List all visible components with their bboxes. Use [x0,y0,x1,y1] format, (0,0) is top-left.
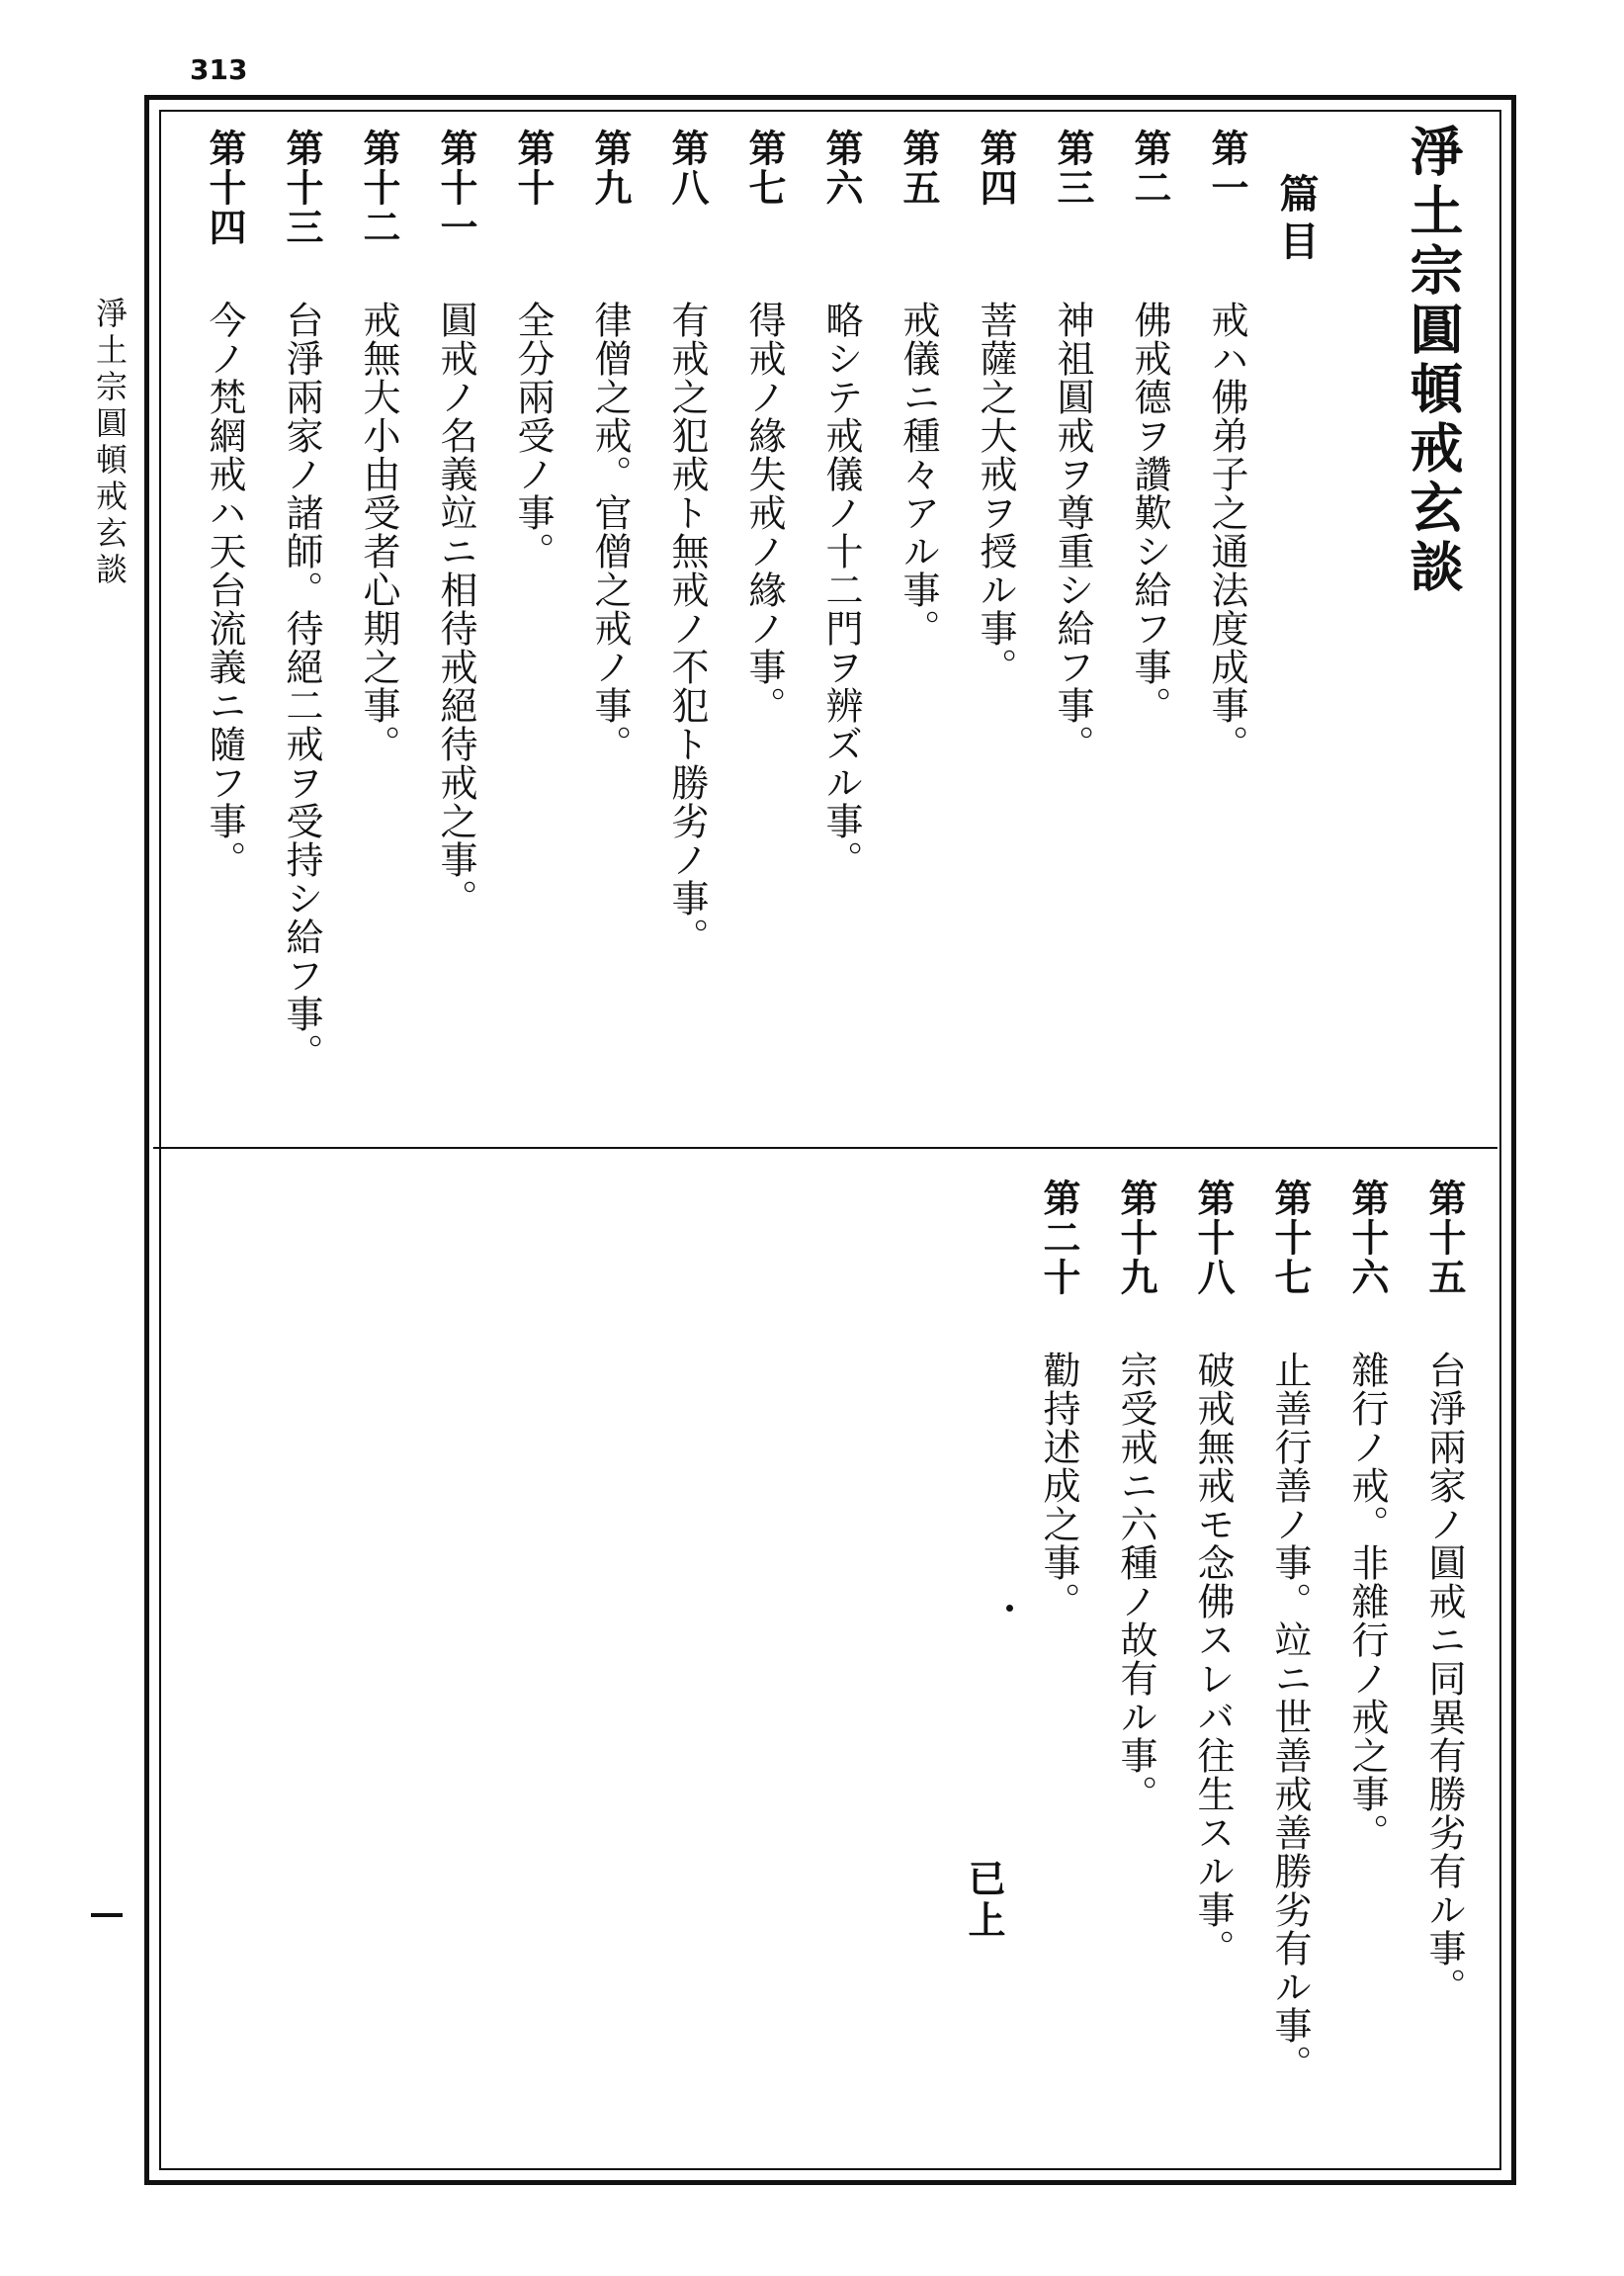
entry-number: 第八 [665,129,710,208]
entry-number: 第四 [974,129,1018,208]
running-header: 淨土宗圓頓戒玄談 [91,297,128,589]
entry-number: 第七 [742,129,787,208]
entry-text: 破戒無戒モ念佛スレバ往生スル事。 [1191,1351,1235,1968]
entry-text: 戒ハ佛弟子之通法度成事。 [1205,301,1248,763]
document-title: 淨土宗圓頓戒玄談 [1402,124,1465,598]
entry-text: 勸持述成之事。 [1037,1351,1080,1620]
entry-number: 第二十 [1037,1179,1081,1297]
entry-text: 止善行善ノ事。竝ニ世善戒善勝劣有ル事。 [1268,1351,1312,2083]
section-divider [153,1147,1497,1149]
section-heading: 篇目 [1273,173,1320,268]
entry-number: 第十九 [1114,1179,1158,1297]
entry-number: 第一 [1205,129,1249,208]
entry-text: 雜行ノ戒。非雜行ノ戒之事。 [1345,1351,1389,1852]
entry-text: 圓戒ノ名義竝ニ相待戒絕待戒之事。 [434,301,477,918]
entry-text: 得戒ノ緣失戒ノ緣ノ事。 [742,301,786,725]
entry-number: 第十 [511,129,556,208]
closing-mark: 已上 [962,1859,1006,1942]
entry-text: 今ノ梵網戒ハ天台流義ニ隨フ事。 [203,301,246,879]
entry-number: 第五 [897,129,941,208]
entry-number: 第十六 [1345,1179,1390,1297]
entry-text: 略シテ戒儀ノ十二門ヲ辨ズル事。 [819,301,863,879]
entry-number: 第十八 [1191,1179,1236,1297]
entry-text: 台淨兩家ノ諸師。待絕二戒ヲ受持シ給フ事。 [280,301,323,1072]
entry-number: 第十七 [1268,1179,1313,1297]
entry-number: 第十三 [280,129,324,247]
entry-number: 第十二 [357,129,401,247]
entry-number: 第十一 [434,129,478,247]
margin-mark [91,1913,123,1917]
entry-number: 第十五 [1422,1179,1467,1297]
entry-text: 台淨兩家ノ圓戒ニ同異有勝劣有ル事。 [1422,1351,1466,2006]
entry-number: 第三 [1051,129,1095,208]
entry-number: 第六 [819,129,864,208]
entry-text: 佛戒德ヲ讚歎シ給フ事。 [1128,301,1171,725]
entry-number: 第十四 [203,129,247,247]
entry-text: 神祖圓戒ヲ尊重シ給フ事。 [1051,301,1094,763]
entry-text: 宗受戒ニ六種ノ故有ル事。 [1114,1351,1157,1813]
entry-text: 菩薩之大戒ヲ授ル事。 [974,301,1017,686]
ink-dot [1006,1605,1013,1612]
entry-text: 律僧之戒。官僧之戒ノ事。 [588,301,632,763]
entry-text: 全分兩受ノ事。 [511,301,555,570]
entry-text: 有戒之犯戒ト無戒ノ不犯ト勝劣ノ事。 [665,301,709,956]
entry-text: 戒儀ニ種々アル事。 [897,301,940,648]
entry-number: 第二 [1128,129,1172,208]
page-number: 313 [190,53,248,86]
entry-number: 第九 [588,129,633,208]
entry-text: 戒無大小由受者心期之事。 [357,301,400,763]
